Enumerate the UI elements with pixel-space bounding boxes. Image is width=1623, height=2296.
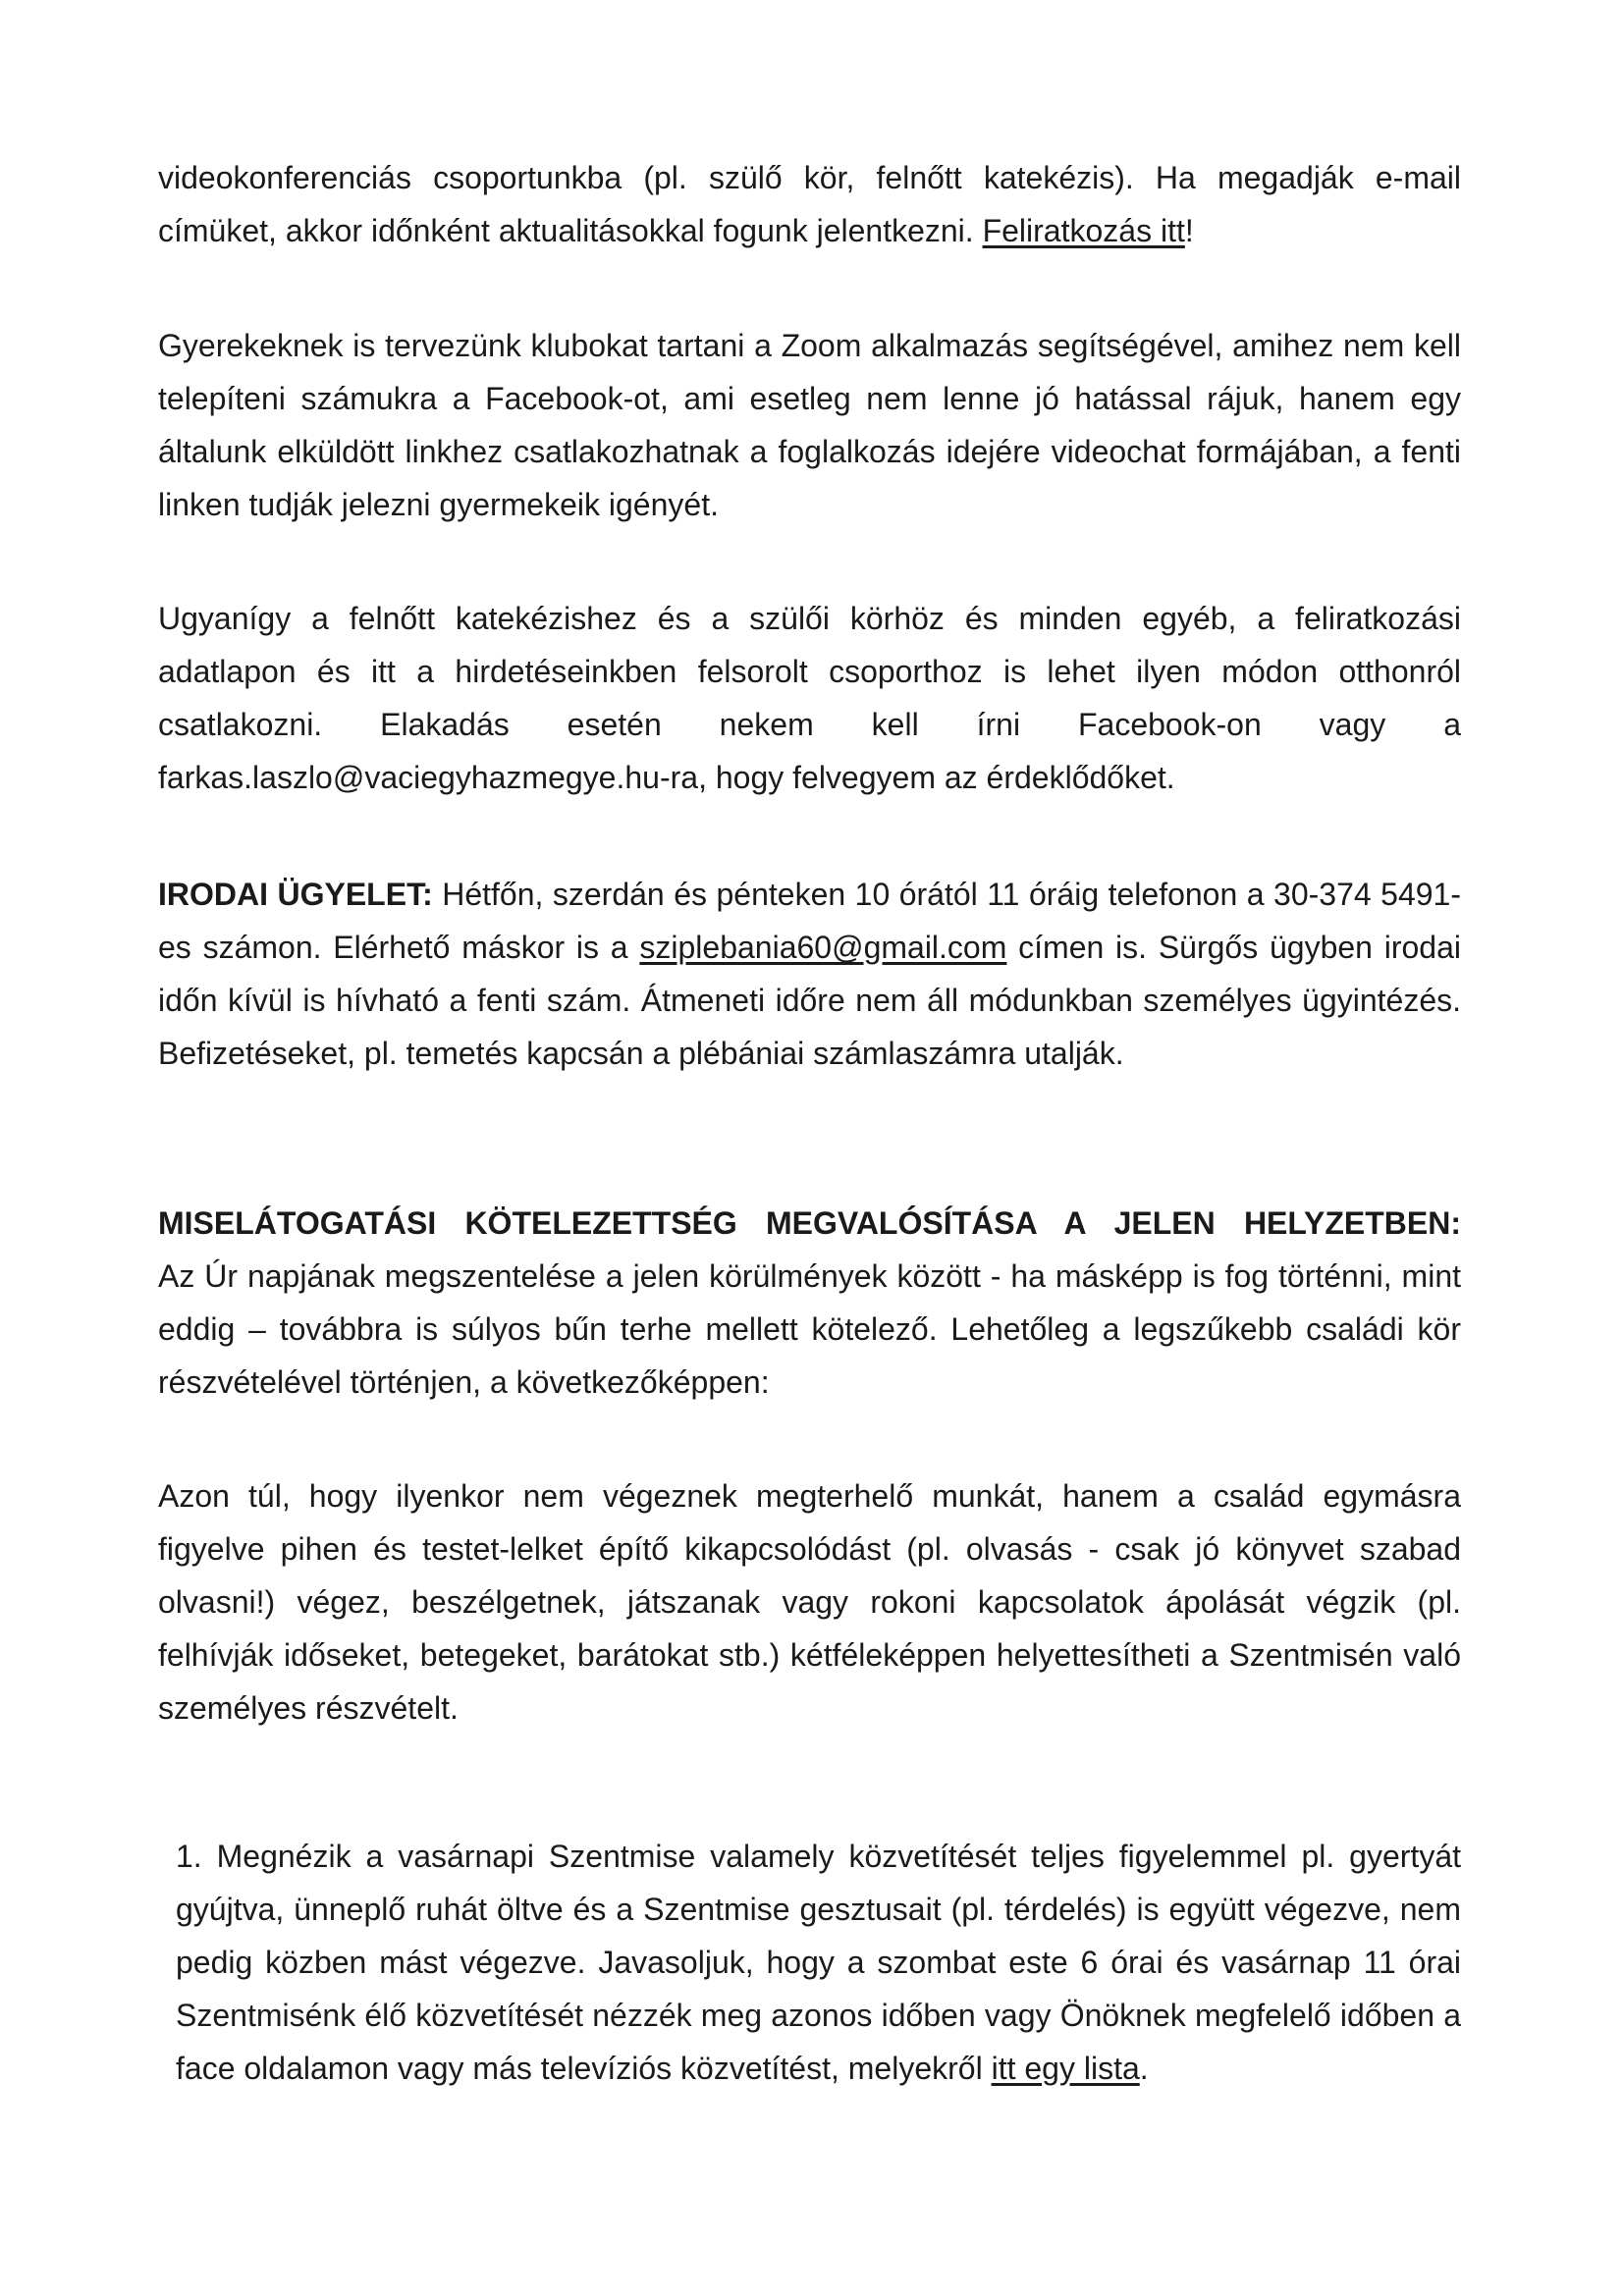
paragraph-text: videokonferenciás csoportunkba (pl. szülő kör, felnőtt katekézis). Ha megadják e-mail címüket, akkor időnként aktualitásokkal fogunk jelentkezni. [158,160,1461,248]
list-item-tail: . [1139,2051,1149,2086]
office-hours-heading: IRODAI ÜGYELET: [158,877,433,912]
paragraph-office-hours [158,868,1461,1080]
paragraph-mass-obligation [158,1197,1461,1409]
subscribe-link[interactable]: Feliratkozás itt [982,213,1185,248]
paragraph-text: Az Úr napjának megszentelése a jelen körülmények között - ha másképp is fog történni, mint eddig – továbbra is súlyos bűn terhe mellett kötelező. Lehetőleg a legszűkebb családi kör részvételével történjen, a következőképpen: [158,1258,1461,1400]
paragraph-text: Azon túl, hogy ilyenkor nem végeznek megterhelő munkát, hanem a család egymásra figyelve pihen és testet-lelket építő kikapcsolódást (pl. olvasás - csak jó könyvet szabad olvasni!) végez, beszélgetnek, játszanak vagy rokoni kapcsolatok ápolását végzik (pl. felhívják időseket, betegeket, barátokat stb.) kétféleképpen helyettesítheti a Szentmisén való személyes részvételt. [158,1478,1461,1726]
paragraph-text: Gyerekeknek is tervezünk klubokat tartani a Zoom alkalmazás segítségével, amihez nem kell telepíteni számukra a Facebook-ot, ami esetleg nem lenne jó hatással rájuk, hanem egy általunk elküldött linkhez csatlakozhatnak a foglalkozás idejére videochat formájában, a fenti linken tudják jelezni gyermekeik igényét. [158,328,1461,522]
mass-obligation-heading: MISELÁTOGATÁSI KÖTELEZETTSÉG MEGVALÓSÍTÁSA A JELEN HELYZETBEN: [158,1205,1461,1241]
broadcast-list-link[interactable]: itt egy lista [991,2051,1140,2086]
paragraph-children-clubs [158,319,1461,531]
email-link[interactable]: sziplebania60@gmail.com [639,930,1007,965]
list-item [176,1830,1461,2095]
paragraph-tail: ! [1184,213,1194,248]
paragraph-text: Ugyanígy a felnőtt katekézishez és a szülői körhöz és minden egyéb, a feliratkozási adatlapon és itt a hirdetéseinkben felsorolt csoporthoz is lehet ilyen módon otthonról csatlakozni. Elakadás esetén nekem kell írni Facebook-on vagy a farkas.laszlo@vaciegyhazmegye.hu-ra, hogy felvegyem az érdeklődőket. [158,601,1461,795]
list-item-text: 1. Megnézik a vasárnapi Szentmise valamely közvetítését teljes figyelemmel pl. gyertyát gyújtva, ünneplő ruhát öltve és a Szentmise gesztusait (pl. térdelés) is együtt végezve, nem pedig közben mást végezve. Javasoljuk, hogy a szombat este 6 órai és vasárnap 11 órai Szentmisénk élő közvetítését nézzék meg azonos időben vagy Önöknek megfelelő időben a face oldalamon vagy más televíziós közvetítést, melyekről [176,1839,1461,2086]
paragraph-adult-catechesis [158,592,1461,804]
paragraph-text: Hétfőn, szerdán és pénteken 10 órától 11 óráig telefonon a 30-374 5491-es számon. Elérhető máskor is a [158,877,1462,965]
paragraph-videoconference [158,151,1461,257]
paragraph-rest-day [158,1469,1461,1735]
numbered-list [176,1798,1461,2126]
paragraph-text-after: címen is. Sürgős ügyben irodai időn kívül is hívható a fenti szám. Átmeneti időre nem áll módunkban személyes ügyintézés. Befizetéseket, pl. temetés kapcsán a plébániai számlaszámra utalják. [158,930,1462,1071]
